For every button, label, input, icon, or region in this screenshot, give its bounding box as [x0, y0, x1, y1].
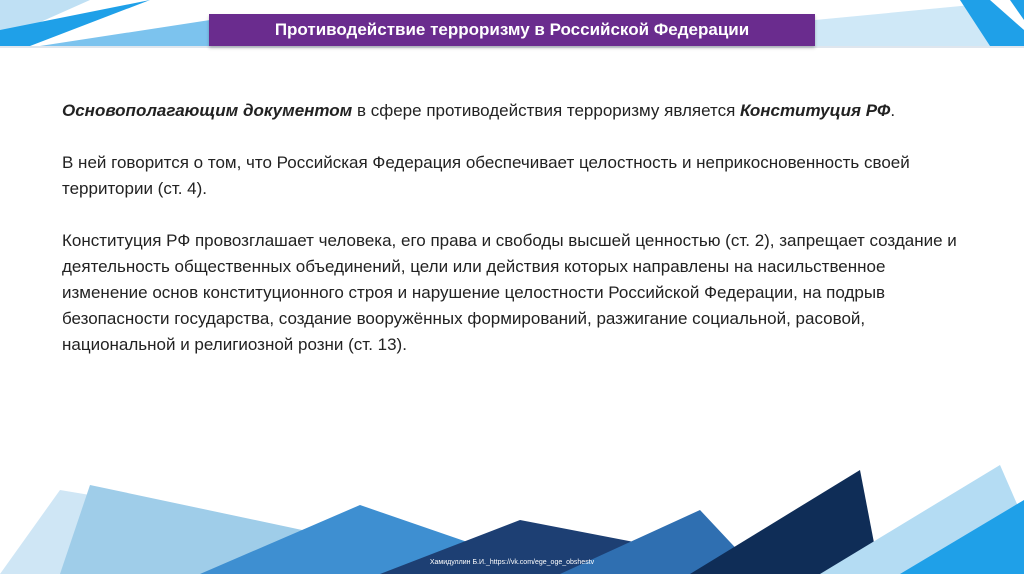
paragraph-3: Конституция РФ провозглашает человека, его права и свободы высшей ценностью (ст. 2), запрещает создание и деятельность общественных объединений, цели или действия которых направлены на насильственное изменение основ конституционного строя и нарушение целостности Российской Федерации, на подрыв безопасности государства, создание вооружённых формирований, разжигание социальной, расовой, национальной и религиозной розни (ст. 13). — [62, 231, 957, 354]
paragraph-1-lead: Основополагающим документом — [62, 101, 353, 120]
paragraph-1 — [62, 98, 967, 124]
slide-title — [209, 14, 815, 46]
slide-content — [62, 98, 967, 384]
paragraph-2: В ней говорится о том, что Российская Федерация обеспечивает целостность и неприкосновенность своей территории (ст. 4). — [62, 153, 910, 198]
paragraph-1-middle: в сфере противодействия терроризму является — [352, 101, 741, 120]
footer-credit: Хамидуллин Б.И._https://vk.com/ege_oge_obshestv — [429, 559, 595, 566]
header-divider — [0, 46, 1024, 48]
slide-title-text: Противодействие терроризму в Российской Федерации — [274, 20, 750, 39]
paragraph-1-tail: Конституция РФ — [740, 101, 891, 120]
paragraph-1-end: . — [890, 101, 896, 120]
